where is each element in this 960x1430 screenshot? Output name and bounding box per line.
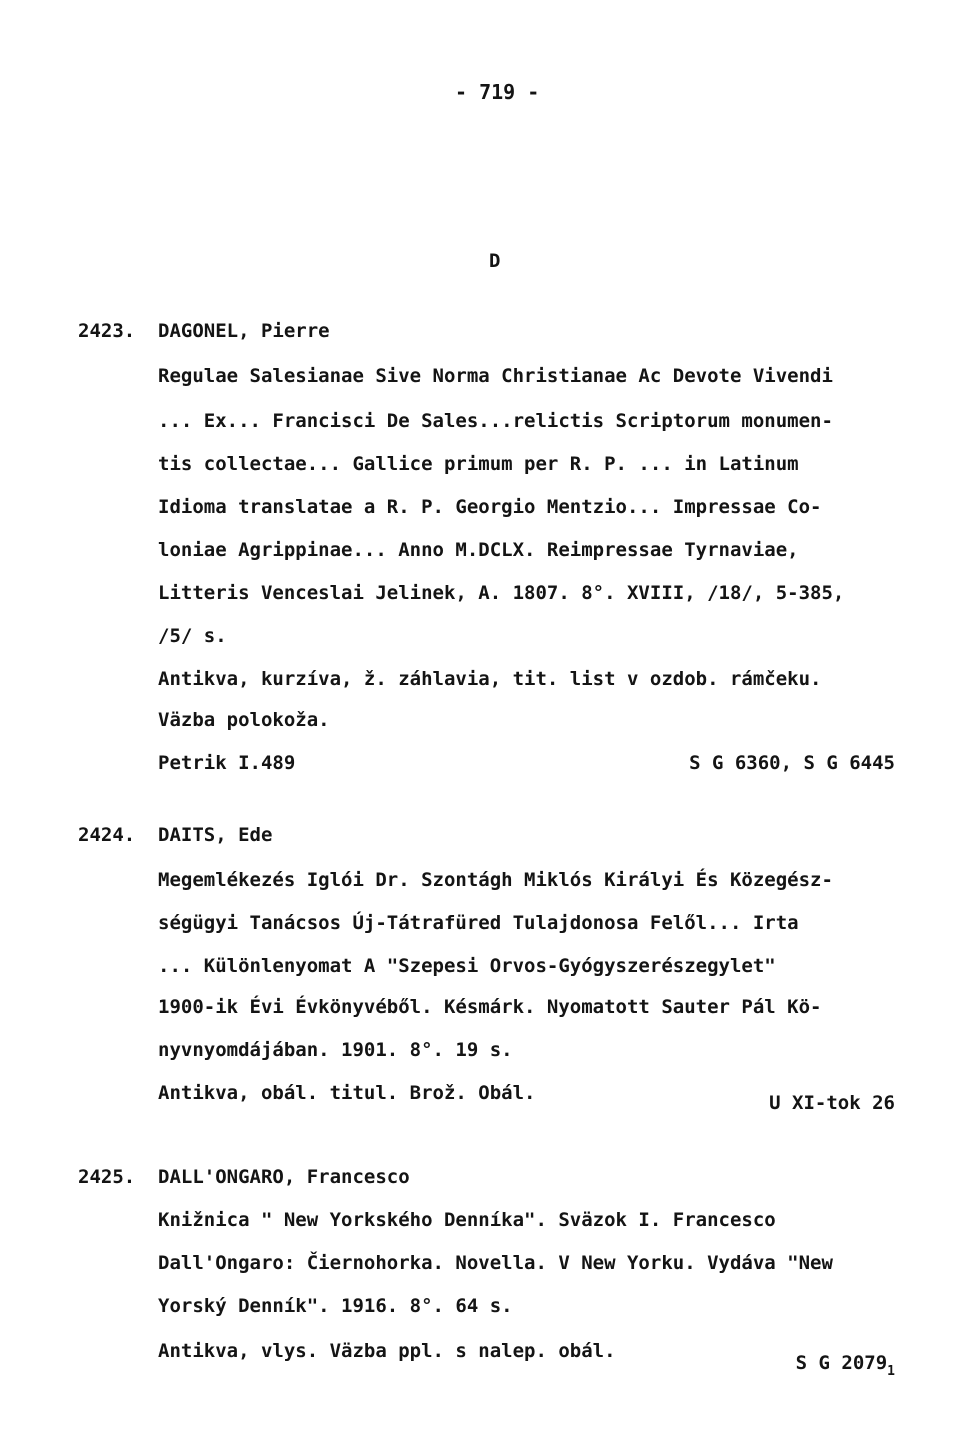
shelf-signature-suffix: 1 — [887, 1364, 895, 1379]
shelf-signature: U XI-tok 26 — [769, 1092, 895, 1114]
title-line: Megemlékezés Iglói Dr. Szontágh Miklós Királyi És Közegész- — [158, 869, 833, 891]
title-line: Regulae Salesianae Sive Norma Christianae Ac Devote Vivendi — [158, 365, 833, 387]
description-line: Antikva, obál. titul. Brož. Obál. — [158, 1082, 536, 1104]
entry-author: DAITS, Ede — [158, 824, 273, 846]
title-line: ... Különlenyomat A "Szepesi Orvos-Gyógyszerészegylet" — [158, 955, 776, 977]
section-letter: D — [489, 250, 501, 272]
entry-author: DAGONEL, Pierre — [158, 320, 330, 342]
reference-text: Petrik I.489 — [158, 752, 296, 774]
title-line: Idioma translatae a R. P. Georgio Mentzio... Impressae Co- — [158, 496, 822, 518]
entry-number: 2423. — [78, 320, 136, 342]
entry-author: DALL'ONGARO, Francesco — [158, 1166, 410, 1188]
title-line: tis collectae... Gallice primum per R. P. ... in Latinum — [158, 453, 799, 475]
title-line: ... Ex... Francisci De Sales...relictis Scriptorum monumen- — [158, 410, 833, 432]
title-line: ségügyi Tanácsos Új-Tátrafüred Tulajdonosa Felől... Irta — [158, 912, 799, 934]
shelf-signature-text: S G 2079 — [795, 1352, 888, 1374]
title-line: loniae Agrippinae... Anno M.DCLX. Reimpressae Tyrnaviae, — [158, 539, 799, 561]
page-number: - 719 - — [455, 80, 540, 104]
entry-number: 2424. — [78, 824, 136, 846]
title-line: /5/ s. — [158, 625, 227, 647]
title-line: Knižnica " New Yorkského Denníka". Sväzok I. Francesco — [158, 1209, 776, 1231]
description-line: Antikva, kurzíva, ž. záhlavia, tit. list v ozdob. rámčeku. — [158, 668, 822, 690]
title-line: Yorský Denník". 1916. 8°. 64 s. — [158, 1295, 513, 1317]
description-line: Väzba polokoža. — [158, 709, 330, 731]
shelf-signature: S G 6360, S G 6445 — [689, 752, 895, 774]
title-line: nyvnyomdájában. 1901. 8°. 19 s. — [158, 1039, 513, 1061]
description-line: Antikva, vlys. Väzba ppl. s nalep. obál. — [158, 1340, 616, 1362]
title-line: Litteris Venceslai Jelinek, A. 1807. 8°. XVIII, /18/, 5-385, — [158, 582, 845, 604]
shelf-signature — [795, 1352, 895, 1379]
entry-number: 2425. — [78, 1166, 136, 1188]
title-line: 1900-ik Évi Évkönyvéből. Késmárk. Nyomatott Sauter Pál Kö- — [158, 996, 822, 1018]
title-line: Dall'Ongaro: Čiernohorka. Novella. V New Yorku. Vydáva "New — [158, 1252, 833, 1274]
